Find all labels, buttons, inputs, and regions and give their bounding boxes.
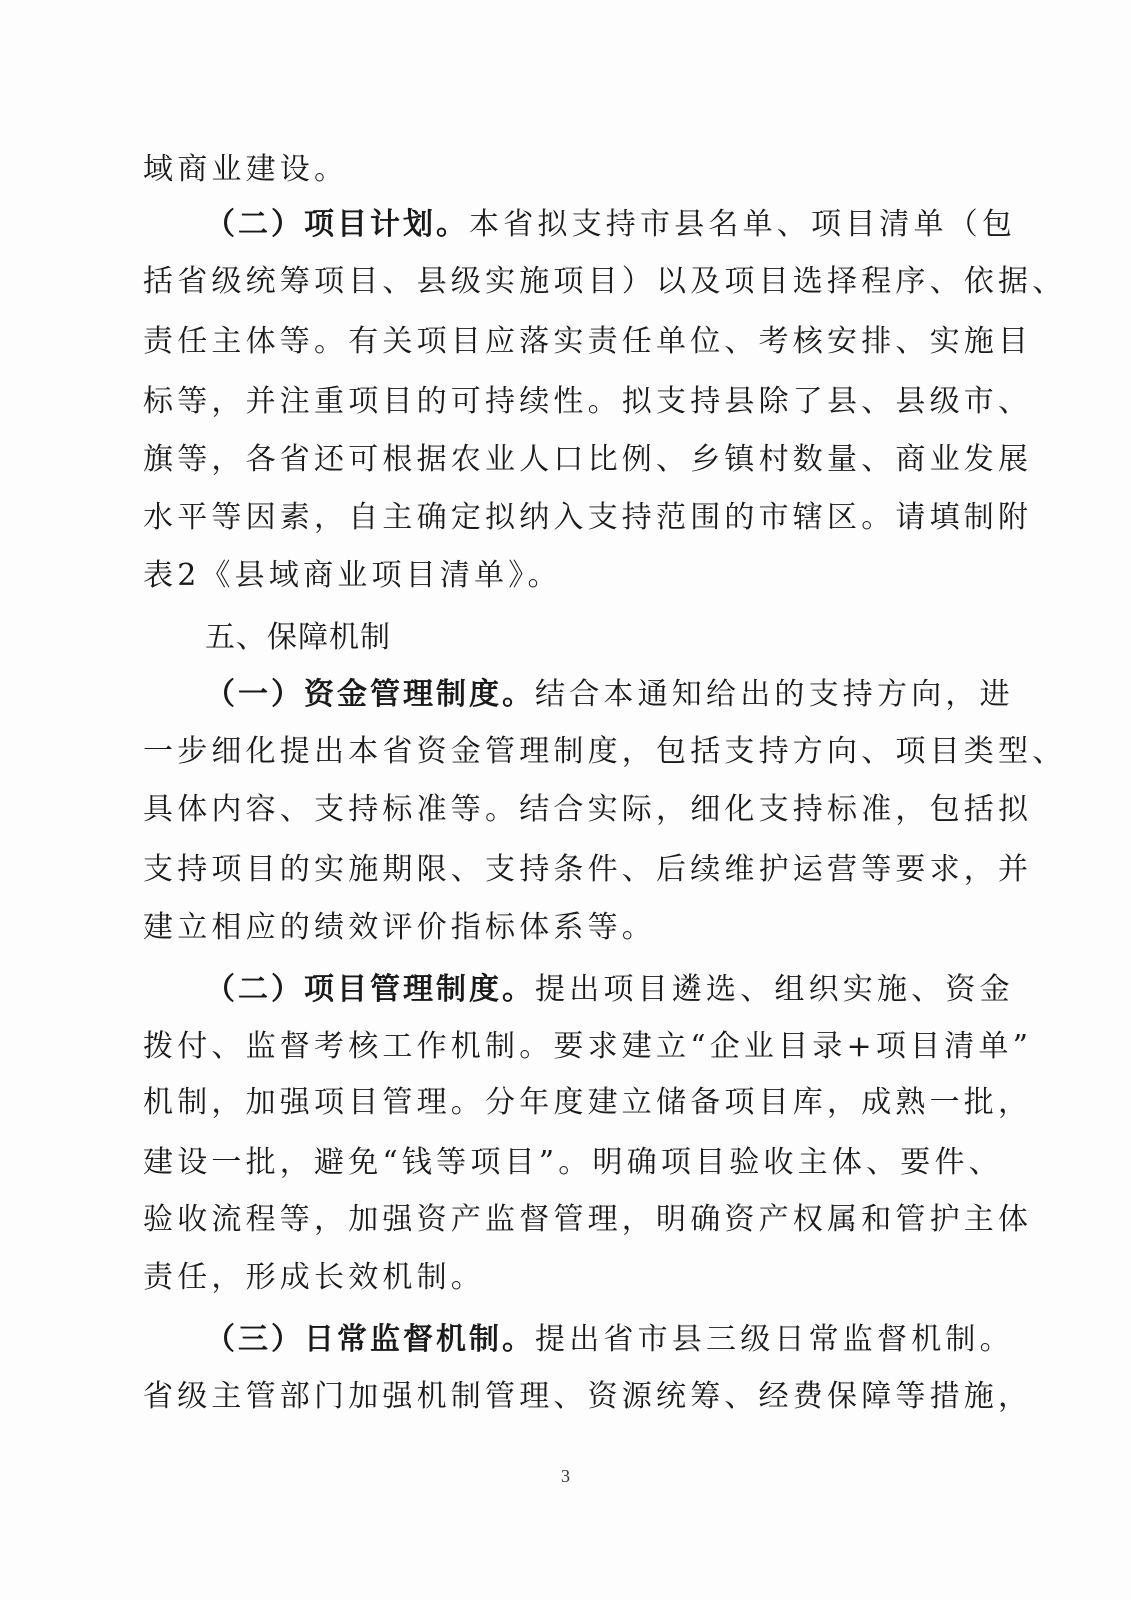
line-text: 提出项目遴选、组织实施、资金	[535, 972, 1014, 1007]
body-line	[143, 850, 1033, 890]
body-line	[143, 440, 1033, 480]
line-text: 结合本通知给出的支持方向，进	[535, 677, 1014, 712]
line-text: 旗等，各省还可根据农业人口比例、乡镇村数量、商业发展	[143, 442, 1033, 477]
line-text: 建立相应的绩效评价指标体系等。	[143, 910, 656, 945]
section-heading-safeguards	[205, 618, 985, 658]
body-line	[143, 908, 923, 948]
body-line	[143, 1258, 923, 1298]
subsection-project-management	[205, 970, 1014, 1010]
line-text: 责任主体等。有关项目应落实责任单位、考核安排、实施目	[143, 324, 1033, 359]
body-line	[143, 322, 1033, 362]
line-text: 水平等因素，自主确定拟纳入支持范围的市辖区。请填制附	[143, 500, 1033, 535]
body-line	[143, 262, 1067, 302]
body-line	[143, 732, 1067, 772]
line-text: 拨付、监督考核工作机制。要求建立“企业目录+项目清单”	[143, 1029, 1033, 1064]
subsection-project-plan	[205, 205, 1017, 245]
subsection-title: （二）项目计划。	[205, 207, 469, 242]
body-line	[143, 150, 923, 190]
line-text: 支持项目的实施期限、支持条件、后续维护运营等要求，并	[143, 852, 1033, 887]
line-text: 括省级统筹项目、县级实施项目）以及项目选择程序、依据、	[143, 264, 1067, 299]
section-title: 五、保障机制	[205, 620, 391, 655]
line-text: 一步细化提出本省资金管理制度，包括支持方向、项目类型、	[143, 734, 1067, 769]
line-text: 表2《县域商业项目清单》。	[143, 558, 562, 593]
line-text: 机制，加强项目管理。分年度建立储备项目库，成熟一批，	[143, 1085, 1033, 1120]
body-line	[143, 1377, 1033, 1417]
subsection-title: （三）日常监督机制。	[205, 1322, 535, 1357]
body-line	[143, 382, 1033, 422]
subsection-fund-management	[205, 675, 1014, 715]
line-text: 具体内容、支持标准等。结合实际，细化支持标准，包括拟	[143, 792, 1033, 827]
subsection-title: （二）项目管理制度。	[205, 972, 535, 1007]
line-text: 本省拟支持市县名单、项目清单（包	[469, 207, 1017, 242]
line-text: 省级主管部门加强机制管理、资源统筹、经费保障等措施，	[143, 1379, 1033, 1414]
body-line	[143, 498, 1033, 538]
line-text: 域商业建设。	[143, 152, 349, 187]
line-text: 标等，并注重项目的可持续性。拟支持县除了县、县级市、	[143, 384, 1033, 419]
subsection-title: （一）资金管理制度。	[205, 677, 535, 712]
line-text: 责任，形成长效机制。	[143, 1260, 485, 1295]
body-line	[143, 556, 923, 596]
line-text: 验收流程等，加强资产监督管理，明确资产权属和管护主体	[143, 1202, 1033, 1237]
line-text: 建设一批，避免“钱等项目”。明确项目验收主体、要件、	[143, 1145, 1003, 1180]
body-line	[143, 1027, 1033, 1067]
page-number: 3	[561, 1466, 570, 1486]
body-line	[143, 1143, 1003, 1183]
line-text: 提出省市县三级日常监督机制。	[535, 1322, 1014, 1357]
subsection-daily-supervision	[205, 1320, 1014, 1360]
body-line	[143, 1083, 1033, 1123]
body-line	[143, 790, 1033, 830]
body-line	[143, 1200, 1033, 1240]
